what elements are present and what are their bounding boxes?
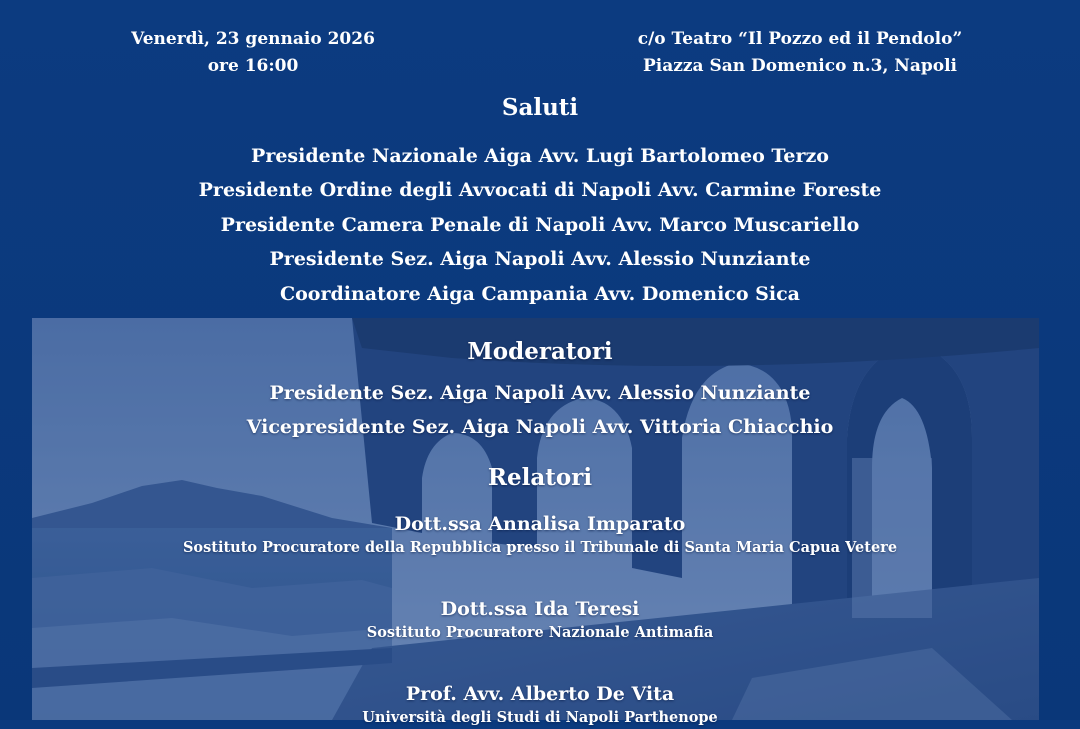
- saluti-title: Saluti: [501, 94, 579, 121]
- event-location: [600, 26, 1000, 80]
- speaker: [0, 511, 1080, 559]
- speaker-role: Università degli Studi di Napoli Parthenope: [362, 709, 718, 726]
- saluti-item: Presidente Ordine degli Avvocati di Napoli Avv. Carmine Foreste: [198, 179, 882, 202]
- speaker: [0, 681, 1080, 729]
- saluti-item: Presidente Nazionale Aiga Avv. Lugi Bartolomeo Terzo: [251, 145, 829, 167]
- speaker-name: Dott.ssa Ida Teresi: [440, 598, 640, 620]
- saluti-item: Presidente Camera Penale di Napoli Avv. Marco Muscariello: [220, 213, 860, 236]
- event-venue: c/o Teatro “Il Pozzo ed il Pendolo”: [637, 29, 963, 49]
- event-info: [0, 26, 1080, 86]
- saluti-item: Presidente Sez. Aiga Napoli Avv. Alessio Nunziante: [269, 248, 811, 271]
- speaker: [0, 596, 1080, 644]
- event-date-time: [103, 26, 403, 80]
- moderatori-item: Presidente Sez. Aiga Napoli Avv. Alessio Nunziante: [269, 382, 811, 404]
- event-time: ore 16:00: [207, 56, 299, 76]
- event-address: Piazza San Domenico n.3, Napoli: [642, 56, 958, 76]
- relatori-title: Relatori: [487, 464, 593, 491]
- moderatori-title: Moderatori: [467, 338, 613, 365]
- speaker-role: Sostituto Procuratore della Repubblica presso il Tribunale di Santa Maria Capua Vetere: [182, 539, 898, 556]
- moderatori-item: Vicepresidente Sez. Aiga Napoli Avv. Vittoria Chiacchio: [246, 416, 834, 438]
- speaker-role: Sostituto Procuratore Nazionale Antimafia: [366, 624, 714, 641]
- speaker-name: Dott.ssa Annalisa Imparato: [394, 513, 686, 535]
- event-date: Venerdì, 23 gennaio 2026: [131, 29, 375, 49]
- saluti-list: [0, 139, 1080, 311]
- program-details: [0, 318, 1080, 726]
- saluti-item: Coordinatore Aiga Campania Avv. Domenico Sica: [280, 282, 800, 305]
- moderatori-list: [0, 376, 1080, 444]
- speaker-name: Prof. Avv. Alberto De Vita: [405, 683, 675, 705]
